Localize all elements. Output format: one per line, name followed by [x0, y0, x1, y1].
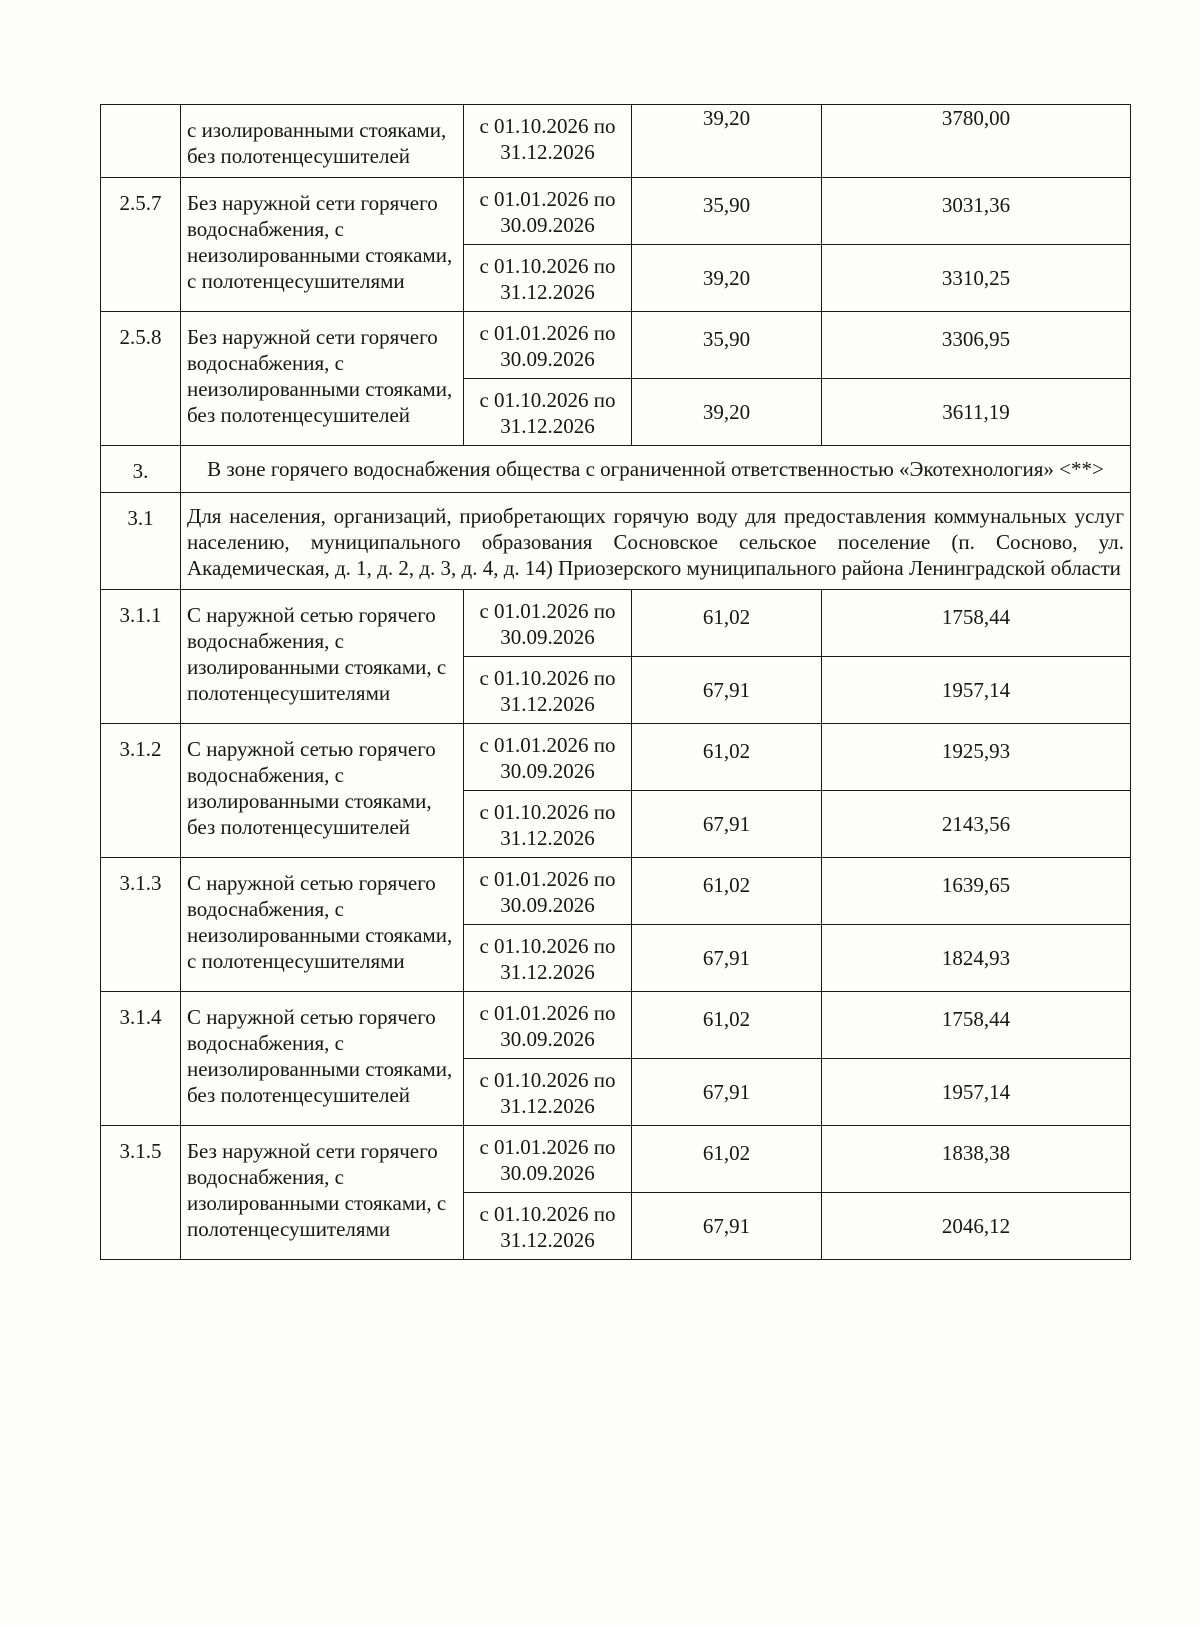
row-tariff: 1957,14	[822, 1059, 1131, 1126]
row-tariff: 1758,44	[822, 992, 1131, 1059]
row-description: с изолированными стояками, без полотенцесушителей	[181, 105, 464, 178]
row-tariff: 1838,38	[822, 1126, 1131, 1193]
row-period: с 01.10.2026 по 31.12.2026	[464, 1193, 632, 1260]
row-description: С наружной сетью горячего водоснабжения, с изолированными стояками, без полотенцесушителей	[181, 724, 464, 858]
row-period: с 01.01.2026 по 30.09.2026	[464, 724, 632, 791]
row-description: С наружной сетью горячего водоснабжения, с изолированными стояками, с полотенцесушителями	[181, 590, 464, 724]
row-norm: 35,90	[632, 312, 822, 379]
row-description: С наружной сетью горячего водоснабжения, с неизолированными стояками, без полотенцесушителей	[181, 992, 464, 1126]
row-norm: 39,20	[632, 379, 822, 446]
row-period: с 01.10.2026 по 31.12.2026	[464, 791, 632, 858]
row-number: 3.1.3	[101, 858, 181, 992]
row-tariff: 2143,56	[822, 791, 1131, 858]
table-row	[101, 858, 1131, 925]
row-norm: 61,02	[632, 858, 822, 925]
row-norm: 67,91	[632, 657, 822, 724]
row-description: Без наружной сети горячего водоснабжения, с неизолированными стояками, без полотенцесушителей	[181, 312, 464, 446]
row-period: с 01.10.2026 по 31.12.2026	[464, 245, 632, 312]
row-tariff: 1758,44	[822, 590, 1131, 657]
row-norm: 35,90	[632, 178, 822, 245]
row-tariff: 1957,14	[822, 657, 1131, 724]
row-description: С наружной сетью горячего водоснабжения, с неизолированными стояками, с полотенцесушителями	[181, 858, 464, 992]
row-norm: 61,02	[632, 992, 822, 1059]
row-period: с 01.01.2026 по 30.09.2026	[464, 178, 632, 245]
row-number: 2.5.8	[101, 312, 181, 446]
row-tariff: 3611,19	[822, 379, 1131, 446]
tariff-table-body	[101, 105, 1131, 1260]
row-tariff: 1824,93	[822, 925, 1131, 992]
row-number	[101, 105, 181, 178]
row-norm: 67,91	[632, 1193, 822, 1260]
row-period: с 01.01.2026 по 30.09.2026	[464, 312, 632, 379]
row-period: с 01.10.2026 по 31.12.2026	[464, 925, 632, 992]
row-period: с 01.10.2026 по 31.12.2026	[464, 105, 632, 178]
row-period: с 01.01.2026 по 30.09.2026	[464, 1126, 632, 1193]
row-description: Без наружной сети горячего водоснабжения, с изолированными стояками, с полотенцесушителями	[181, 1126, 464, 1260]
row-norm: 61,02	[632, 724, 822, 791]
row-tariff: 3310,25	[822, 245, 1131, 312]
row-description: Без наружной сети горячего водоснабжения, с неизолированными стояками, с полотенцесушителями	[181, 178, 464, 312]
table-row-continuation	[101, 105, 1131, 178]
row-tariff: 1639,65	[822, 858, 1131, 925]
row-tariff: 1925,93	[822, 724, 1131, 791]
subsection-row	[101, 493, 1131, 590]
row-tariff: 3306,95	[822, 312, 1131, 379]
row-norm: 67,91	[632, 925, 822, 992]
row-period: с 01.01.2026 по 30.09.2026	[464, 590, 632, 657]
table-row	[101, 992, 1131, 1059]
row-tariff: 3031,36	[822, 178, 1131, 245]
table-row	[101, 312, 1131, 379]
tariff-table	[100, 104, 1131, 1260]
row-tariff: 3780,00	[822, 105, 1131, 178]
row-period: с 01.10.2026 по 31.12.2026	[464, 379, 632, 446]
table-row	[101, 724, 1131, 791]
row-number: 3.1.4	[101, 992, 181, 1126]
table-row	[101, 178, 1131, 245]
row-number: 3.1.2	[101, 724, 181, 858]
row-period: с 01.10.2026 по 31.12.2026	[464, 657, 632, 724]
row-norm: 61,02	[632, 1126, 822, 1193]
row-number: 3.1.1	[101, 590, 181, 724]
row-period: с 01.01.2026 по 30.09.2026	[464, 992, 632, 1059]
row-period: с 01.01.2026 по 30.09.2026	[464, 858, 632, 925]
row-tariff: 2046,12	[822, 1193, 1131, 1260]
row-number: 3.1.5	[101, 1126, 181, 1260]
row-norm: 67,91	[632, 791, 822, 858]
section-number: 3.	[101, 446, 181, 493]
row-norm: 67,91	[632, 1059, 822, 1126]
row-norm: 39,20	[632, 105, 822, 178]
row-number: 2.5.7	[101, 178, 181, 312]
table-row	[101, 590, 1131, 657]
subsection-number: 3.1	[101, 493, 181, 590]
table-row	[101, 1126, 1131, 1193]
row-norm: 39,20	[632, 245, 822, 312]
row-period: с 01.10.2026 по 31.12.2026	[464, 1059, 632, 1126]
section-title: В зоне горячего водоснабжения общества с ограниченной ответственностью «Экотехнология» <**>	[181, 446, 1131, 493]
subsection-text: Для населения, организаций, приобретающих горячую воду для предоставления коммунальных услуг населению, муниципального образования Сосновское сельское поселение (п. Сосново, ул. Академическая, д. 1, д. 2, д. 3, д. 4, д. 14) Приозерского муниципального района Ленинградской области	[181, 493, 1131, 590]
section-row	[101, 446, 1131, 493]
row-norm: 61,02	[632, 590, 822, 657]
